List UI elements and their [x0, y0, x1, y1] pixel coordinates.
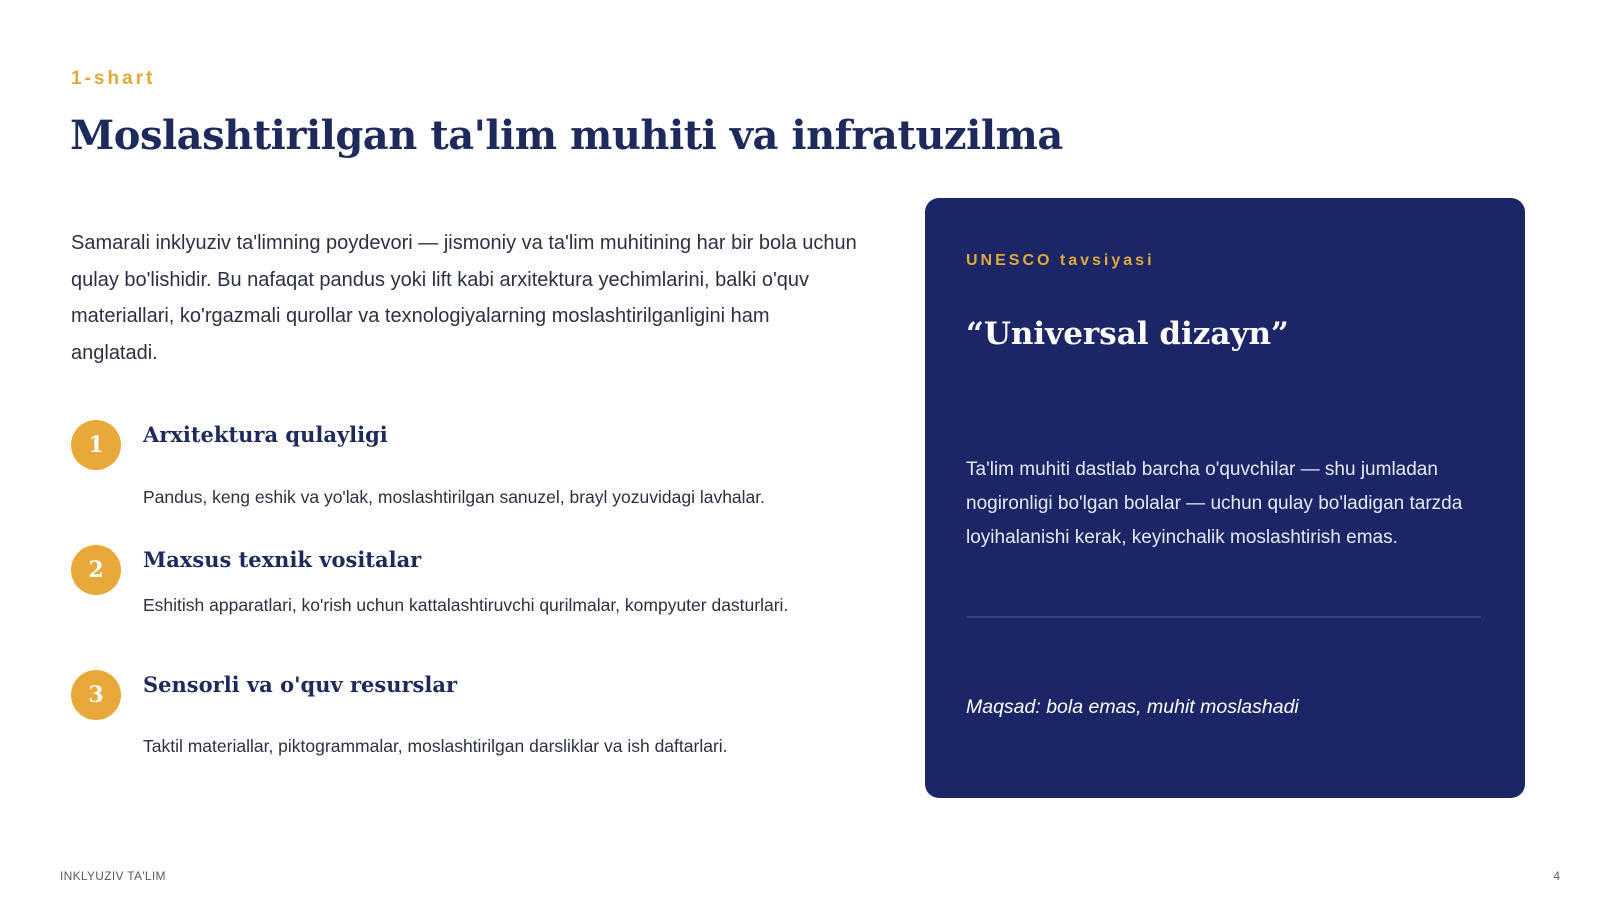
section-eyebrow: 1-shart [71, 68, 156, 89]
item-title-1: Arxitektura qulayligi [143, 422, 388, 447]
number-badge-1: 1 [71, 420, 121, 470]
card-divider [966, 616, 1481, 618]
card-footer-quote: Maqsad: bola emas, muhit moslashadi [966, 696, 1299, 718]
intro-paragraph: Samarali inklyuziv ta'limning poydevori — jismoniy va ta'lim muhitining har bir bola uchun qulay bo'lishidir. Bu nafaqat pandus yoki lift kabi arxitektura yechimlarini, balki o'quv materiallari, ko'rgazmali qurollar va texnologiyalarning moslashtirilganligini ham anglatadi. [71, 232, 857, 364]
item-description-1: Pandus, keng eshik va yo'lak, moslashtirilgan sanuzel, brayl yozuvidagi lavhalar. [143, 487, 766, 507]
item-description-3: Taktil materiallar, piktogrammalar, moslashtirilgan darsliklar va ish daftarlari. [143, 736, 728, 756]
page-number: 4 [1553, 869, 1560, 883]
card-eyebrow: UNESCO tavsiyasi [966, 252, 1155, 269]
unesco-callout-card [925, 198, 1525, 798]
number-badge-3: 3 [71, 670, 121, 720]
number-badge-2: 2 [71, 545, 121, 595]
item-description-2: Eshitish apparatlari, ko'rish uchun kattalashtiruvchi qurilmalar, kompyuter dasturlari. [143, 595, 789, 615]
slide-title: Moslashtirilgan ta'lim muhiti va infratuzilma [70, 112, 1063, 159]
card-title: “Universal dizayn” [966, 316, 1289, 352]
card-body: Ta'lim muhiti dastlab barcha o'quvchilar — shu jumladan nogironligi bo'lgan bolalar — uchun qulay bo'ladigan tarzda loyihalanishi kerak, keyinchalik moslashtirish emas. [966, 459, 1463, 548]
footer-label: INKLYUZIV TA'LIM [60, 869, 166, 883]
item-title-3: Sensorli va o'quv resurslar [143, 672, 458, 697]
item-title-2: Maxsus texnik vositalar [143, 547, 422, 572]
